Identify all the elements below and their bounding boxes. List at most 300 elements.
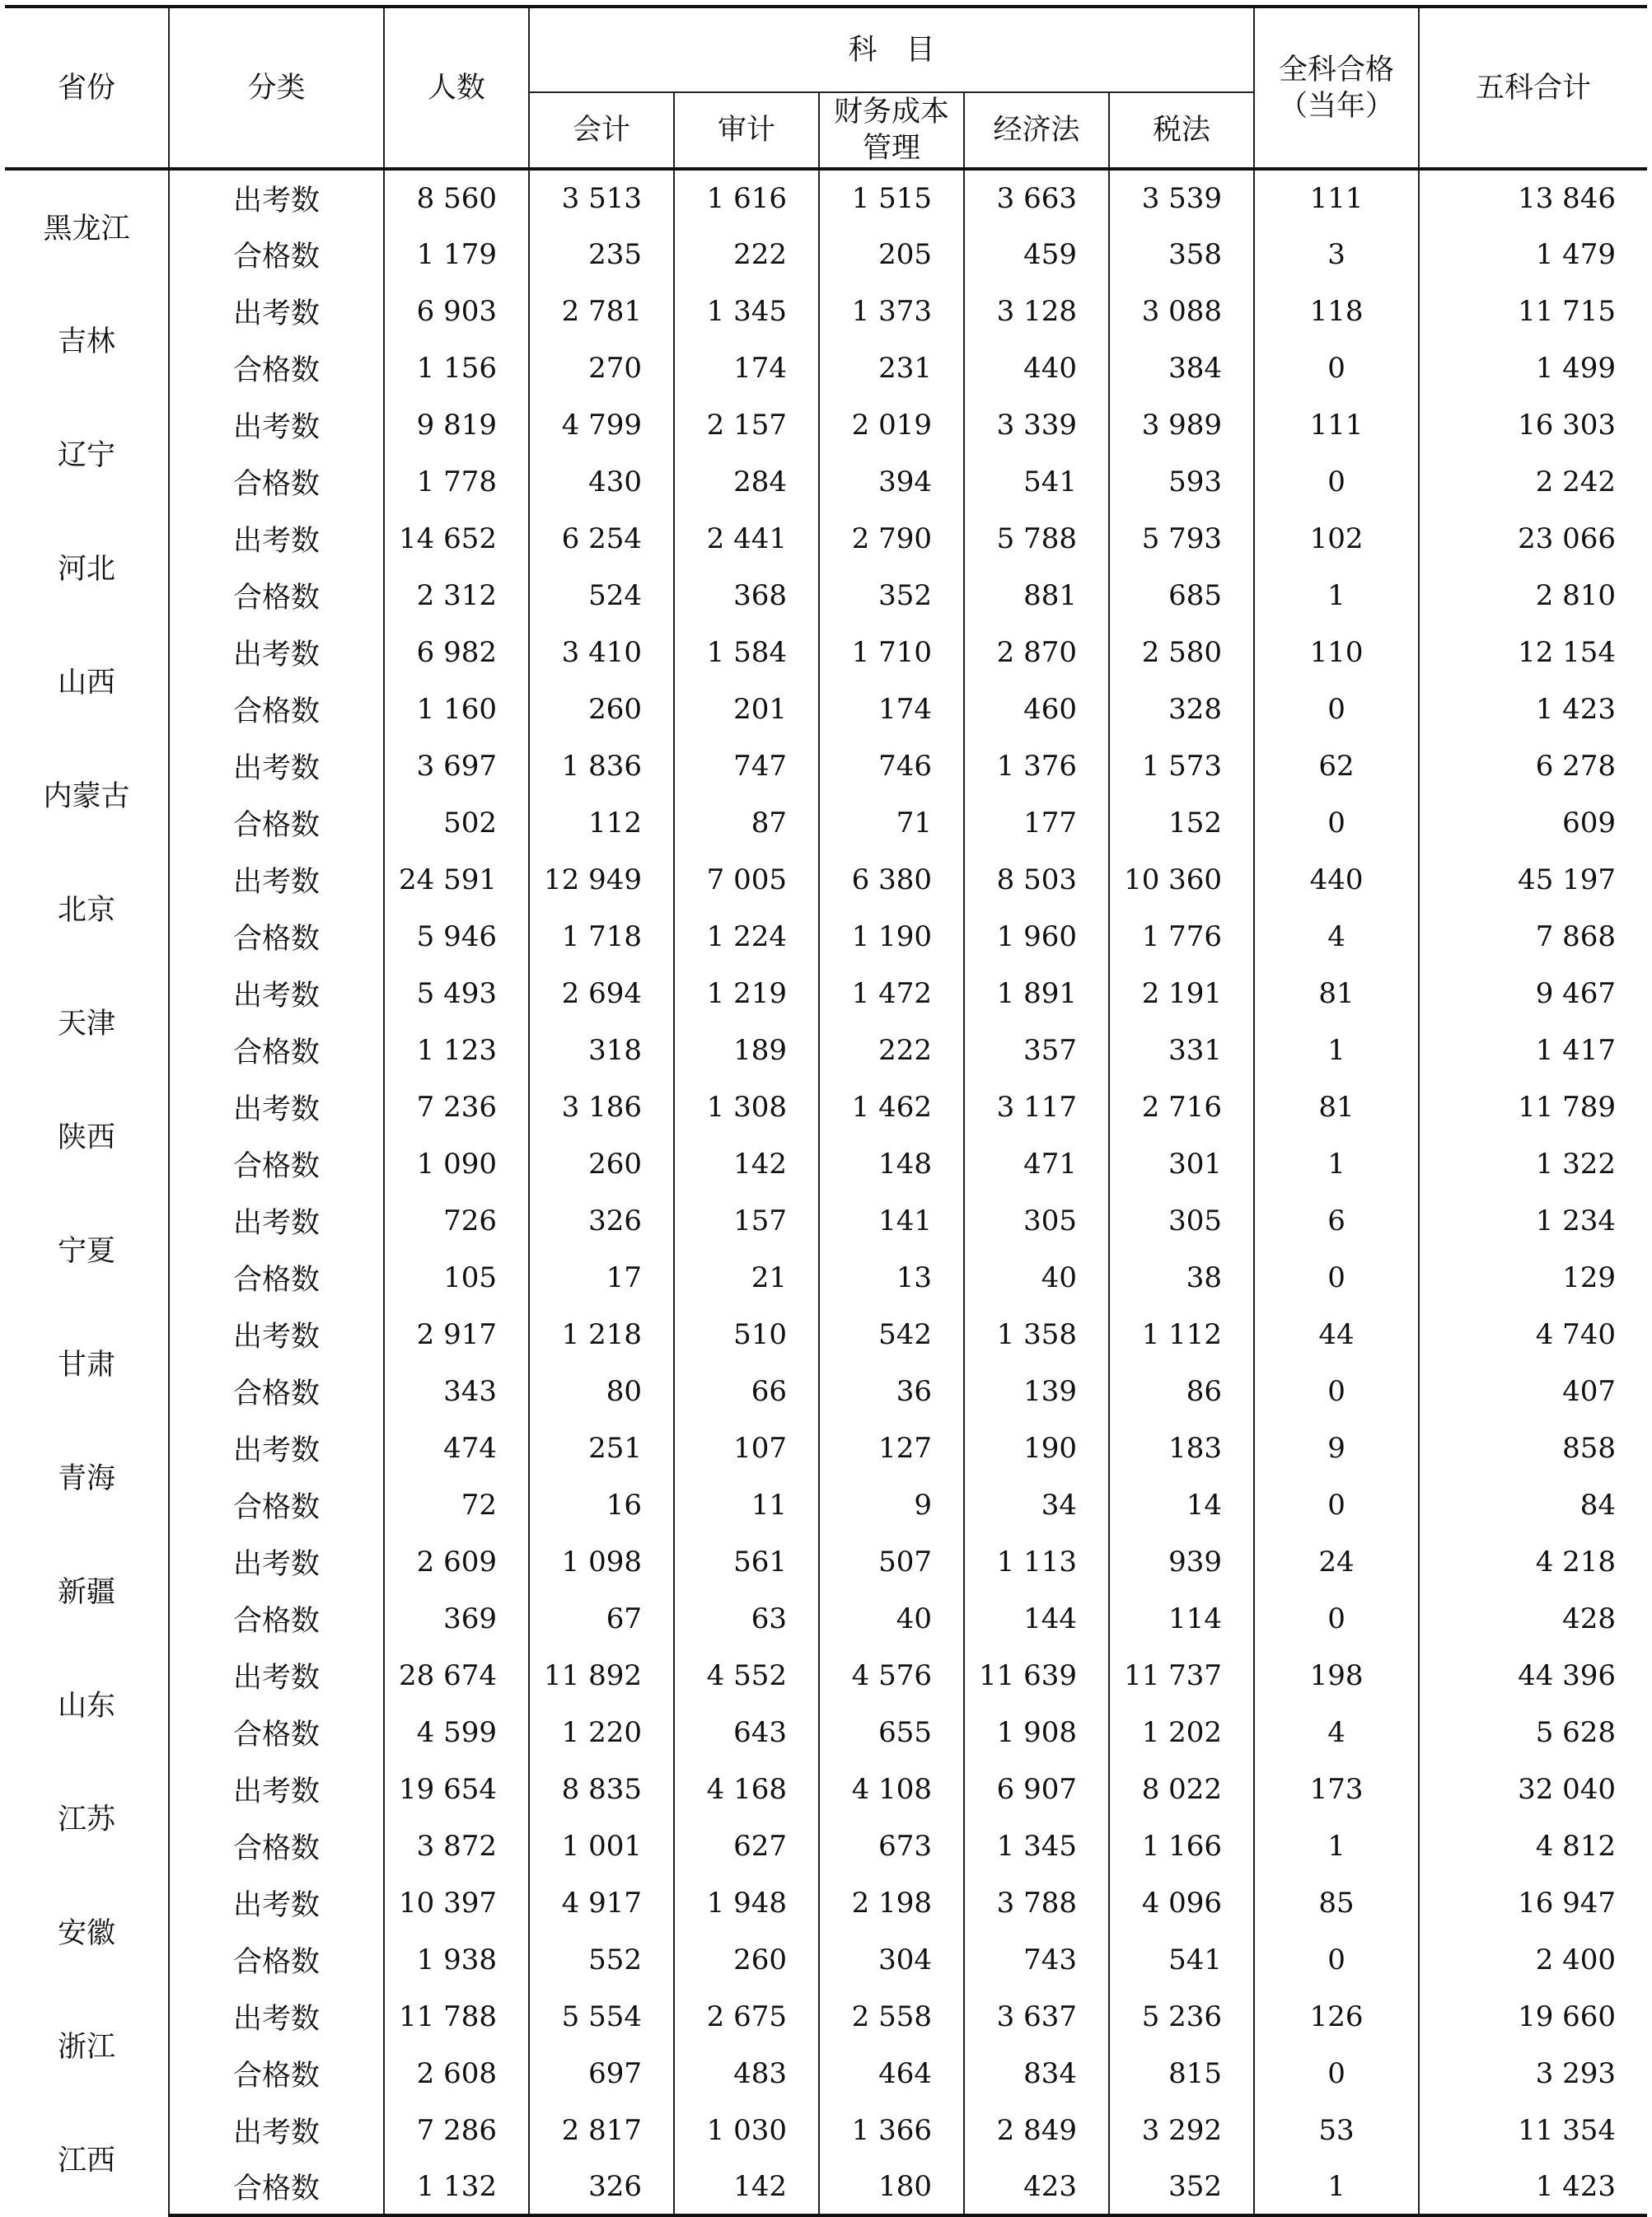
value-cell: 697 — [529, 2045, 674, 2102]
total-cell: 11 789 — [1518, 1090, 1617, 1124]
category-cell: 出考数 — [169, 1761, 384, 1817]
total-cell: 16 947 — [1518, 1886, 1617, 1920]
all-pass-cell: 126 — [1254, 1988, 1419, 2045]
value-cell: 260 — [529, 681, 674, 737]
value-cell: 507 — [819, 1533, 964, 1590]
value-cell: 38 — [1109, 1249, 1254, 1306]
all-pass-cell: 1 — [1254, 1817, 1419, 1874]
all-pass-cell: 118 — [1254, 283, 1419, 339]
total-cell: 4 812 — [1535, 1829, 1617, 1863]
category-cell: 合格数 — [169, 2045, 384, 2102]
value-cell: 2 198 — [819, 1874, 964, 1931]
value-cell: 4 096 — [1109, 1874, 1254, 1931]
table-row — [5, 567, 1647, 624]
value-cell: 655 — [819, 1704, 964, 1761]
value-cell: 40 — [964, 1249, 1109, 1306]
header-subject-audit-text: 审计 — [717, 114, 775, 147]
value-cell: 1 224 — [674, 908, 819, 965]
province-cell: 江西 — [5, 2102, 169, 2215]
value-cell: 11 737 — [1109, 1647, 1254, 1704]
value-cell: 326 — [529, 2159, 674, 2215]
table-row — [5, 1817, 1647, 1874]
value-cell: 368 — [674, 567, 819, 624]
value-cell: 459 — [964, 226, 1109, 283]
category-cell: 出考数 — [169, 1533, 384, 1590]
province-cell: 宁夏 — [5, 1192, 169, 1306]
value-cell: 10 360 — [1109, 851, 1254, 908]
all-pass-cell: 81 — [1254, 1078, 1419, 1135]
value-cell: 2 716 — [1109, 1078, 1254, 1135]
value-cell: 685 — [1109, 567, 1254, 624]
value-cell: 430 — [529, 453, 674, 510]
total-cell: 19 660 — [1518, 2000, 1617, 2033]
value-cell: 1 113 — [964, 1533, 1109, 1590]
value-cell: 4 168 — [674, 1761, 819, 1817]
value-cell: 2 675 — [674, 1988, 819, 2045]
category-cell: 合格数 — [169, 794, 384, 851]
total-cell: 45 197 — [1518, 863, 1617, 896]
all-pass-cell: 9 — [1254, 1420, 1419, 1476]
category-cell: 合格数 — [169, 1931, 384, 1988]
value-cell: 3 663 — [964, 169, 1109, 226]
all-pass-cell: 111 — [1254, 169, 1419, 226]
value-cell: 222 — [674, 226, 819, 283]
all-pass-cell: 4 — [1254, 1704, 1419, 1761]
all-pass-cell: 44 — [1254, 1306, 1419, 1363]
header-subject-audit — [674, 92, 819, 169]
all-pass-cell: 110 — [1254, 624, 1419, 681]
value-cell: 87 — [674, 794, 819, 851]
value-cell: 189 — [674, 1022, 819, 1078]
category-cell: 出考数 — [169, 737, 384, 794]
table-row — [5, 1931, 1647, 1988]
exam-statistics-table — [5, 5, 1647, 2217]
value-cell: 815 — [1109, 2045, 1254, 2102]
header-subject-tax-law — [1109, 92, 1254, 169]
value-cell: 3 088 — [1109, 283, 1254, 339]
header-category: 分类 — [169, 7, 384, 169]
total-cell: 9 467 — [1535, 976, 1617, 1010]
value-cell: 1 616 — [674, 169, 819, 226]
table-body — [5, 169, 1647, 2215]
total-cell: 2 242 — [1535, 465, 1617, 498]
value-cell: 2 608 — [384, 2045, 529, 2102]
total-cell: 858 — [1562, 1431, 1617, 1465]
value-cell: 2 441 — [674, 510, 819, 567]
category-cell: 合格数 — [169, 1590, 384, 1647]
value-cell: 19 654 — [384, 1761, 529, 1817]
value-cell: 747 — [674, 737, 819, 794]
all-pass-cell: 4 — [1254, 908, 1419, 965]
province-cell: 天津 — [5, 965, 169, 1078]
value-cell: 1 345 — [674, 283, 819, 339]
value-cell: 1 948 — [674, 1874, 819, 1931]
header-total: 五科合计 — [1419, 7, 1647, 169]
value-cell: 12 949 — [529, 851, 674, 908]
total-cell: 3 293 — [1535, 2056, 1617, 2090]
all-pass-cell: 0 — [1254, 794, 1419, 851]
table-row — [5, 1761, 1647, 1817]
all-pass-cell: 0 — [1254, 1476, 1419, 1533]
value-cell: 141 — [819, 1192, 964, 1249]
all-pass-cell: 102 — [1254, 510, 1419, 567]
value-cell: 6 982 — [384, 624, 529, 681]
table-row — [5, 169, 1647, 226]
table-row — [5, 1647, 1647, 1704]
total-cell: 2 400 — [1535, 1943, 1617, 1976]
value-cell: 460 — [964, 681, 1109, 737]
province-cell: 山西 — [5, 624, 169, 737]
category-cell: 出考数 — [169, 1874, 384, 1931]
province-cell: 新疆 — [5, 1533, 169, 1647]
table-header — [5, 7, 1647, 169]
value-cell: 1 960 — [964, 908, 1109, 965]
value-cell: 21 — [674, 1249, 819, 1306]
value-cell: 190 — [964, 1420, 1109, 1476]
table-row — [5, 510, 1647, 567]
value-cell: 7 005 — [674, 851, 819, 908]
value-cell: 939 — [1109, 1533, 1254, 1590]
total-cell: 4 740 — [1535, 1317, 1617, 1351]
value-cell: 6 907 — [964, 1761, 1109, 1817]
category-cell: 合格数 — [169, 226, 384, 283]
value-cell: 1 584 — [674, 624, 819, 681]
value-cell: 541 — [964, 453, 1109, 510]
category-cell: 合格数 — [169, 339, 384, 396]
table-row — [5, 851, 1647, 908]
category-cell: 合格数 — [169, 1135, 384, 1192]
value-cell: 1 515 — [819, 169, 964, 226]
all-pass-cell: 62 — [1254, 737, 1419, 794]
total-cell: 1 423 — [1535, 692, 1617, 726]
value-cell: 1 938 — [384, 1931, 529, 1988]
value-cell: 743 — [964, 1931, 1109, 1988]
value-cell: 5 788 — [964, 510, 1109, 567]
all-pass-cell: 1 — [1254, 1022, 1419, 1078]
all-pass-cell: 173 — [1254, 1761, 1419, 1817]
value-cell: 746 — [819, 737, 964, 794]
value-cell: 1 891 — [964, 965, 1109, 1022]
value-cell: 14 — [1109, 1476, 1254, 1533]
value-cell: 1 202 — [1109, 1704, 1254, 1761]
all-pass-cell: 0 — [1254, 1249, 1419, 1306]
value-cell: 28 674 — [384, 1647, 529, 1704]
table-row — [5, 1078, 1647, 1135]
total-cell: 407 — [1562, 1374, 1617, 1408]
value-cell: 260 — [674, 1931, 819, 1988]
value-cell: 1 908 — [964, 1704, 1109, 1761]
value-cell: 5 493 — [384, 965, 529, 1022]
value-cell: 174 — [674, 339, 819, 396]
value-cell: 3 989 — [1109, 396, 1254, 453]
value-cell: 63 — [674, 1590, 819, 1647]
category-cell: 合格数 — [169, 1476, 384, 1533]
value-cell: 2 558 — [819, 1988, 964, 2045]
value-cell: 3 410 — [529, 624, 674, 681]
value-cell: 305 — [964, 1192, 1109, 1249]
value-cell: 384 — [1109, 339, 1254, 396]
value-cell: 561 — [674, 1533, 819, 1590]
value-cell: 1 160 — [384, 681, 529, 737]
table-row — [5, 1988, 1647, 2045]
value-cell: 369 — [384, 1590, 529, 1647]
header-subject-economic-law-text: 经济法 — [993, 114, 1080, 147]
table-row — [5, 908, 1647, 965]
value-cell: 834 — [964, 2045, 1109, 2102]
value-cell: 1 718 — [529, 908, 674, 965]
total-cell: 1 234 — [1535, 1204, 1617, 1237]
value-cell: 8 022 — [1109, 1761, 1254, 1817]
total-cell: 428 — [1562, 1602, 1617, 1635]
value-cell: 1 090 — [384, 1135, 529, 1192]
table-row — [5, 1420, 1647, 1476]
value-cell: 673 — [819, 1817, 964, 1874]
value-cell: 66 — [674, 1363, 819, 1420]
value-cell: 593 — [1109, 453, 1254, 510]
value-cell: 67 — [529, 1590, 674, 1647]
value-cell: 358 — [1109, 226, 1254, 283]
value-cell: 1 112 — [1109, 1306, 1254, 1363]
category-cell: 出考数 — [169, 510, 384, 567]
value-cell: 1 836 — [529, 737, 674, 794]
category-cell: 合格数 — [169, 1022, 384, 1078]
header-subjects-group: 科 目 — [529, 7, 1254, 92]
table-row — [5, 283, 1647, 339]
category-cell: 合格数 — [169, 908, 384, 965]
value-cell: 2 817 — [529, 2102, 674, 2159]
value-cell: 1 030 — [674, 2102, 819, 2159]
value-cell: 16 — [529, 1476, 674, 1533]
value-cell: 643 — [674, 1704, 819, 1761]
value-cell: 1 218 — [529, 1306, 674, 1363]
value-cell: 471 — [964, 1135, 1109, 1192]
table-row — [5, 1192, 1647, 1249]
value-cell: 157 — [674, 1192, 819, 1249]
header-subject-accounting — [529, 92, 674, 169]
all-pass-cell: 1 — [1254, 1135, 1419, 1192]
table-row — [5, 2045, 1647, 2102]
category-cell: 合格数 — [169, 681, 384, 737]
value-cell: 1 220 — [529, 1704, 674, 1761]
value-cell: 2 849 — [964, 2102, 1109, 2159]
value-cell: 4 552 — [674, 1647, 819, 1704]
value-cell: 9 — [819, 1476, 964, 1533]
category-cell: 出考数 — [169, 2102, 384, 2159]
value-cell: 304 — [819, 1931, 964, 1988]
total-cell: 11 715 — [1518, 294, 1617, 328]
value-cell: 11 — [674, 1476, 819, 1533]
value-cell: 726 — [384, 1192, 529, 1249]
value-cell: 270 — [529, 339, 674, 396]
value-cell: 3 128 — [964, 283, 1109, 339]
table-row — [5, 1249, 1647, 1306]
value-cell: 3 339 — [964, 396, 1109, 453]
table-row — [5, 1874, 1647, 1931]
total-cell: 16 303 — [1518, 408, 1617, 442]
value-cell: 260 — [529, 1135, 674, 1192]
value-cell: 3 788 — [964, 1874, 1109, 1931]
header-people: 人数 — [384, 7, 529, 169]
province-cell: 安徽 — [5, 1874, 169, 1988]
total-cell: 1 322 — [1535, 1147, 1617, 1181]
value-cell: 24 591 — [384, 851, 529, 908]
table-row — [5, 624, 1647, 681]
value-cell: 394 — [819, 453, 964, 510]
header-subject-economic-law — [964, 92, 1109, 169]
value-cell: 331 — [1109, 1022, 1254, 1078]
category-cell: 出考数 — [169, 1420, 384, 1476]
value-cell: 6 254 — [529, 510, 674, 567]
table-row — [5, 2102, 1647, 2159]
value-cell: 1 776 — [1109, 908, 1254, 965]
total-cell: 12 154 — [1518, 635, 1617, 669]
value-cell: 474 — [384, 1420, 529, 1476]
table-row — [5, 226, 1647, 283]
value-cell: 1 366 — [819, 2102, 964, 2159]
value-cell: 72 — [384, 1476, 529, 1533]
value-cell: 174 — [819, 681, 964, 737]
value-cell: 2 580 — [1109, 624, 1254, 681]
value-cell: 127 — [819, 1420, 964, 1476]
value-cell: 17 — [529, 1249, 674, 1306]
value-cell: 326 — [529, 1192, 674, 1249]
value-cell: 3 872 — [384, 1817, 529, 1874]
value-cell: 301 — [1109, 1135, 1254, 1192]
value-cell: 11 892 — [529, 1647, 674, 1704]
value-cell: 13 — [819, 1249, 964, 1306]
table-row — [5, 1135, 1647, 1192]
total-cell: 44 396 — [1518, 1658, 1617, 1692]
value-cell: 11 639 — [964, 1647, 1109, 1704]
table-row — [5, 339, 1647, 396]
province-cell: 甘肃 — [5, 1306, 169, 1420]
province-cell: 辽宁 — [5, 396, 169, 510]
value-cell: 1 190 — [819, 908, 964, 965]
value-cell: 3 697 — [384, 737, 529, 794]
value-cell: 3 117 — [964, 1078, 1109, 1135]
province-cell: 黑龙江 — [5, 169, 169, 283]
header-province: 省份 — [5, 7, 169, 169]
total-cell: 7 868 — [1535, 919, 1617, 953]
value-cell: 1 710 — [819, 624, 964, 681]
value-cell: 1 472 — [819, 965, 964, 1022]
all-pass-cell: 53 — [1254, 2102, 1419, 2159]
all-pass-cell: 0 — [1254, 1931, 1419, 1988]
value-cell: 2 870 — [964, 624, 1109, 681]
all-pass-cell: 24 — [1254, 1533, 1419, 1590]
category-cell: 出考数 — [169, 965, 384, 1022]
header-subject-accounting-text: 会计 — [572, 114, 630, 147]
value-cell: 284 — [674, 453, 819, 510]
all-pass-cell: 3 — [1254, 226, 1419, 283]
category-cell: 合格数 — [169, 1817, 384, 1874]
header-all-pass — [1254, 7, 1419, 169]
total-cell: 5 628 — [1535, 1715, 1617, 1749]
value-cell: 2 157 — [674, 396, 819, 453]
all-pass-cell: 1 — [1254, 2159, 1419, 2215]
value-cell: 541 — [1109, 1931, 1254, 1988]
header-all-pass-text: 全科合格 （当年） — [1279, 53, 1395, 123]
table-row — [5, 965, 1647, 1022]
value-cell: 148 — [819, 1135, 964, 1192]
value-cell: 552 — [529, 1931, 674, 1988]
category-cell: 出考数 — [169, 624, 384, 681]
value-cell: 71 — [819, 794, 964, 851]
all-pass-cell: 440 — [1254, 851, 1419, 908]
value-cell: 4 108 — [819, 1761, 964, 1817]
header-subject-finance — [819, 92, 964, 169]
value-cell: 352 — [1109, 2159, 1254, 2215]
value-cell: 6 380 — [819, 851, 964, 908]
value-cell: 40 — [819, 1590, 964, 1647]
value-cell: 222 — [819, 1022, 964, 1078]
value-cell: 464 — [819, 2045, 964, 2102]
value-cell: 2 312 — [384, 567, 529, 624]
value-cell: 4 799 — [529, 396, 674, 453]
province-cell: 浙江 — [5, 1988, 169, 2102]
value-cell: 1 132 — [384, 2159, 529, 2215]
category-cell: 合格数 — [169, 567, 384, 624]
value-cell: 2 917 — [384, 1306, 529, 1363]
value-cell: 3 513 — [529, 169, 674, 226]
total-cell: 2 810 — [1535, 578, 1617, 612]
all-pass-cell: 6 — [1254, 1192, 1419, 1249]
value-cell: 1 345 — [964, 1817, 1109, 1874]
table-row — [5, 1590, 1647, 1647]
all-pass-cell: 85 — [1254, 1874, 1419, 1931]
value-cell: 343 — [384, 1363, 529, 1420]
province-cell: 陕西 — [5, 1078, 169, 1192]
value-cell: 36 — [819, 1363, 964, 1420]
category-cell: 合格数 — [169, 1704, 384, 1761]
value-cell: 231 — [819, 339, 964, 396]
value-cell: 542 — [819, 1306, 964, 1363]
value-cell: 177 — [964, 794, 1109, 851]
category-cell: 出考数 — [169, 169, 384, 226]
value-cell: 7 286 — [384, 2102, 529, 2159]
value-cell: 251 — [529, 1420, 674, 1476]
category-cell: 出考数 — [169, 1988, 384, 2045]
table-row — [5, 1022, 1647, 1078]
value-cell: 1 001 — [529, 1817, 674, 1874]
value-cell: 7 236 — [384, 1078, 529, 1135]
all-pass-cell: 111 — [1254, 396, 1419, 453]
total-cell: 6 278 — [1535, 749, 1617, 783]
total-cell: 84 — [1579, 1488, 1617, 1522]
value-cell: 5 793 — [1109, 510, 1254, 567]
value-cell: 1 123 — [384, 1022, 529, 1078]
value-cell: 305 — [1109, 1192, 1254, 1249]
value-cell: 502 — [384, 794, 529, 851]
total-cell: 13 846 — [1518, 181, 1617, 215]
value-cell: 2 694 — [529, 965, 674, 1022]
value-cell: 86 — [1109, 1363, 1254, 1420]
province-cell: 北京 — [5, 851, 169, 965]
value-cell: 34 — [964, 1476, 1109, 1533]
table-row — [5, 1476, 1647, 1533]
value-cell: 1 373 — [819, 283, 964, 339]
table-row — [5, 1363, 1647, 1420]
value-cell: 357 — [964, 1022, 1109, 1078]
value-cell: 1 778 — [384, 453, 529, 510]
value-cell: 1 308 — [674, 1078, 819, 1135]
province-cell: 内蒙古 — [5, 737, 169, 851]
value-cell: 2 790 — [819, 510, 964, 567]
value-cell: 881 — [964, 567, 1109, 624]
header-subject-finance-text: 财务成本 管理 — [833, 96, 949, 165]
value-cell: 1 219 — [674, 965, 819, 1022]
value-cell: 183 — [1109, 1420, 1254, 1476]
